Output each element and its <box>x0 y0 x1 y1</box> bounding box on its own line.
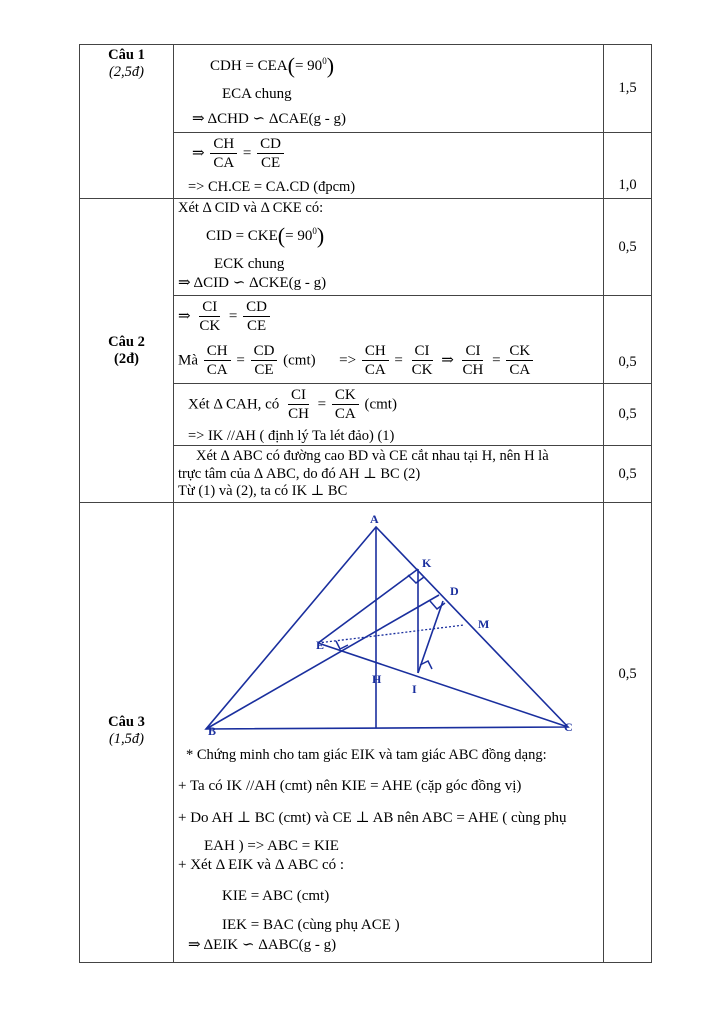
q2-row2-score: 0,5 <box>604 296 652 384</box>
q2-ratio-eq: ⇒ $\frac{CI}{CK}$ = $\frac{CD}{CE}$ <box>178 298 272 335</box>
q1-row2-score: 1,0 <box>604 133 652 199</box>
q3-points: (1,5đ) <box>108 731 145 747</box>
q1-common-angle: ECA chung <box>222 86 292 102</box>
q2-angle-eq: CID = $CKE(= 90^0)$ <box>206 223 325 248</box>
q1-row2-content <box>174 133 604 199</box>
q3-step1: + Ta có IK //AH (cmt) nên KIE = AHE (cặp góc đồng vị) <box>178 778 522 794</box>
q3-angle-2: IEK = BAC (cùng phụ ACE ) <box>222 917 400 933</box>
q2-chain-eq: Mà $\frac{CH}{CA}$ = $\frac{CD}{CE}$ (cmt) => $\frac{CH}{CA}$ = $\frac{CI}{CK}$ ⇒ $\frac{CI}{CH}$ = $\frac{CK}{CA}$ <box>178 342 535 379</box>
q2-parallel: => IK //AH ( định lý Ta lét đảo) (1) <box>188 428 395 444</box>
altitude-ce <box>318 643 568 727</box>
q2-cah-ratio: Xét Δ CAH, có $\frac{CI}{CH}$ = $\frac{CK}{CA}$ (cmt) <box>188 387 397 422</box>
q2-common-angle: ECK chung <box>214 256 285 272</box>
q1-conclusion: => CH.CE = CA.CD (đpcm) <box>188 179 356 195</box>
q2-similar-triangles: ⇒ ΔCID ∽ ΔCKE(g - g) <box>178 275 327 291</box>
q3-label: Câu 3 <box>108 714 145 730</box>
q2-row4-content <box>174 446 604 503</box>
q1-label: Câu 1 <box>108 47 145 63</box>
q3-angle-1: KIE = ABC (cmt) <box>222 888 330 904</box>
label-h: H <box>372 672 382 686</box>
label-e: E <box>316 638 325 652</box>
q2-orthocenter-2: trực tâm của Δ ABC, do đó AH ⊥ BC (2) <box>178 466 421 482</box>
label-m: M <box>478 617 490 631</box>
q1-row1-score: 1,5 <box>604 45 652 133</box>
label-i: I <box>412 682 417 696</box>
q1-ratio-eq: ⇒ $\frac{CH}{CA}$ = $\frac{CD}{CE}$ <box>192 135 286 172</box>
q2-row1-score: 0,5 <box>604 199 652 296</box>
label-c: C <box>564 720 573 734</box>
label-b: B <box>208 724 217 738</box>
q1-points: (2,5đ) <box>108 64 145 80</box>
right-angle-k <box>408 575 424 583</box>
q2-orthocenter-1: Xét Δ ABC có đường cao BD và CE cắt nhau tại H, nên H là <box>196 448 549 464</box>
q2-row3-score: 0,5 <box>604 384 652 446</box>
q2-label-cell <box>80 199 174 503</box>
q1-row1-content <box>174 45 604 133</box>
q2-row1-content <box>174 199 604 296</box>
q1-similar-triangles: ⇒ ΔCHD ∽ ΔCAE(g - g) <box>192 111 347 127</box>
q2-row2-content <box>174 296 604 384</box>
segment-id <box>418 601 443 673</box>
figure-lines <box>206 527 568 729</box>
q2-points: (2đ) <box>114 350 139 367</box>
altitude-bd <box>206 595 439 729</box>
label-k: K <box>422 556 432 570</box>
q2-row4-score: 0,5 <box>604 446 652 503</box>
q3-conclusion: ⇒ ΔEIK ∽ ΔABC(g - g) <box>188 937 337 953</box>
label-a: A <box>370 513 379 526</box>
q3-step2: + Do AH ⊥ BC (cmt) và CE ⊥ AB nên ABC = AHE ( cùng phụ <box>178 810 567 826</box>
q3-label-cell <box>80 503 174 963</box>
q2-perpendicular: Từ (1) và (2), ta có IK ⊥ BC <box>178 483 348 499</box>
q2-consider: Xét Δ CID và Δ CKE có: <box>178 200 324 216</box>
q3-step2-cont: EAH ) => ABC = KIE <box>204 838 339 854</box>
q1-label-cell <box>80 45 174 199</box>
q2-label: Câu 2 <box>108 333 145 350</box>
q3-step3: + Xét Δ EIK và Δ ABC có : <box>178 857 345 873</box>
label-d: D <box>450 584 459 598</box>
triangle-abc <box>206 527 568 729</box>
triangle-figure <box>194 513 574 748</box>
q2-row3-content <box>174 384 604 446</box>
q3-score: 0,5 <box>604 503 652 963</box>
q1-angle-eq: CDH = $CEA(= 90^0)$ <box>210 53 335 78</box>
q3-claim: * Chứng minh cho tam giác EIK và tam giác ABC đồng dạng: <box>186 747 547 763</box>
q3-content <box>174 503 604 963</box>
grading-table <box>79 44 652 963</box>
